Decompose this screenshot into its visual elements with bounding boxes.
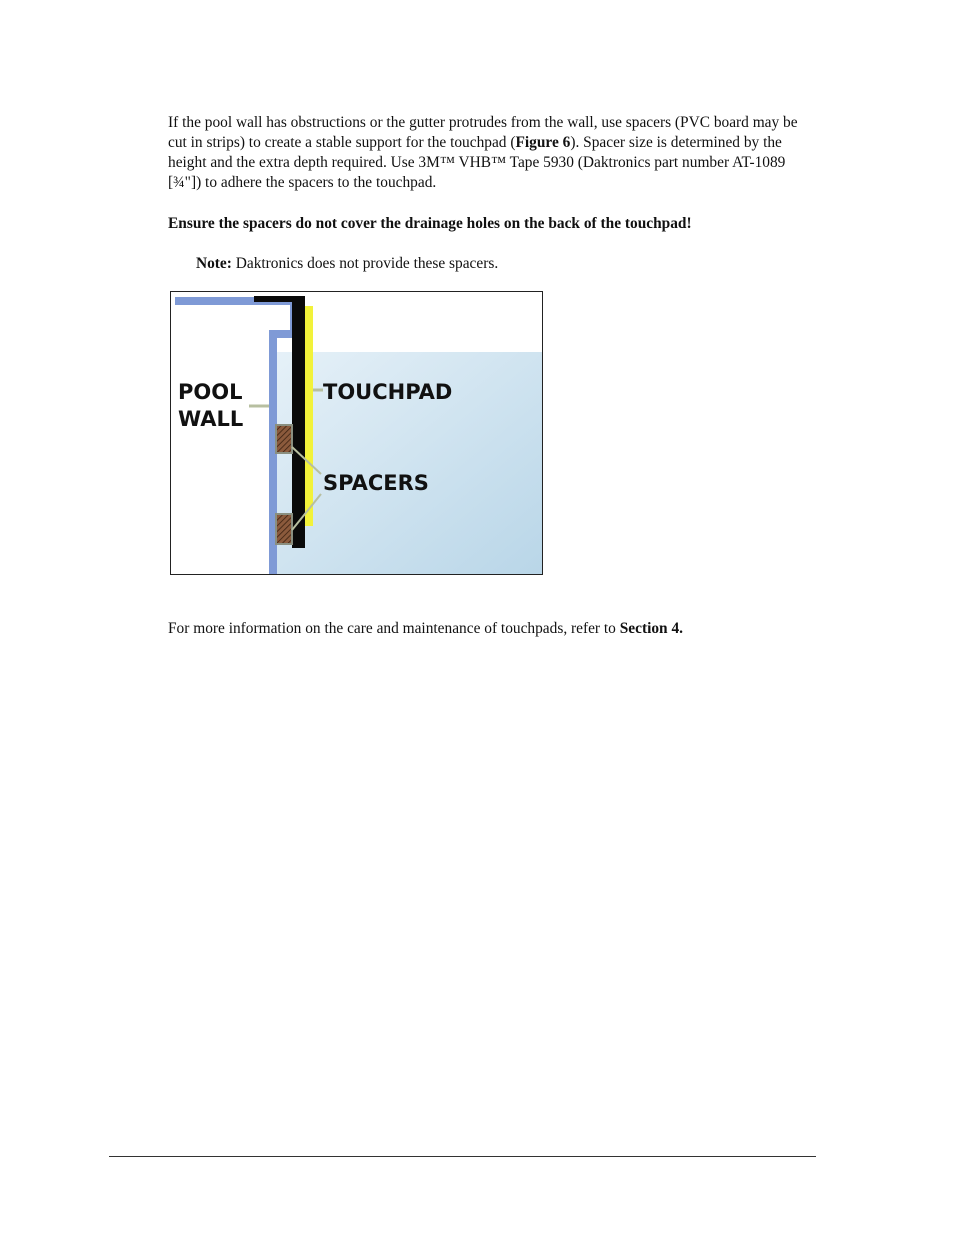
touchpad-hanger-side <box>292 296 305 332</box>
note-paragraph <box>196 254 836 274</box>
label-pool: POOL <box>178 380 243 404</box>
intro-paragraph <box>168 113 808 193</box>
label-touchpad: TOUCHPAD <box>323 380 453 404</box>
figure-reference: Figure 6 <box>515 134 571 151</box>
spacer-diagram <box>171 292 542 574</box>
intro-text-end: ). Spacer size is determined by the height and the extra depth required. Use 3M™ VHB™ Tape 5930 (Daktronics part number AT-1089 [¾"]) to adhere the spacers to the touchpad. <box>168 134 786 191</box>
touchpad-face <box>305 306 313 526</box>
closing-text: For more information on the care and maintenance of touchpads, refer to <box>168 620 620 637</box>
footer-divider <box>109 1156 816 1157</box>
note-label: Note: <box>196 255 232 272</box>
spacer-lower <box>276 514 292 544</box>
label-wall: WALL <box>178 407 244 431</box>
spacer-upper <box>276 425 292 453</box>
spacer-diagram-figure <box>170 291 543 575</box>
closing-paragraph <box>168 619 808 639</box>
section-reference: Section 4. <box>619 620 683 637</box>
note-text: Daktronics does not provide these spacers. <box>231 255 499 272</box>
label-spacers: SPACERS <box>323 471 429 495</box>
touchpad-body <box>292 296 305 548</box>
warning-text: Ensure the spacers do not cover the drainage holes on the back of the touchpad! <box>168 215 692 232</box>
intro-text-start: If the pool wall has obstructions or the gutter protrudes from the wall, use spacers (PVC board may be cut in strips) to create a stable support for the touchpad ( <box>168 114 798 151</box>
